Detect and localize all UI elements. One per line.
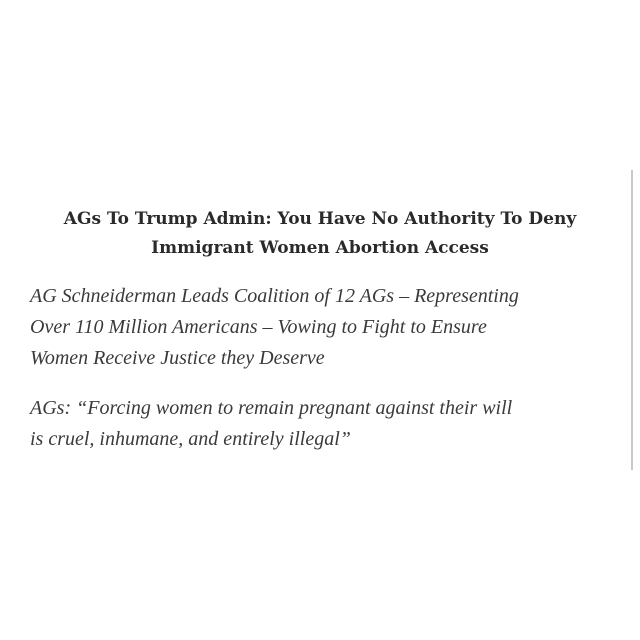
headline-line-1: AGs To Trump Admin: You Have No Authority To Deny (63, 209, 577, 229)
subheading-coalition-line-1: AG Schneiderman Leads Coalition of 12 AGs – Representing (30, 285, 519, 307)
right-edge-rule (631, 170, 633, 470)
headline-line-2: Immigrant Women Abortion Access (151, 238, 489, 258)
subheading-quote-line-1: AGs: “Forcing women to remain pregnant against their will (30, 397, 513, 419)
subheading-quote (30, 393, 600, 455)
subheading-coalition-line-3: Women Receive Justice they Deserve (30, 347, 325, 369)
subheading-quote-line-2: is cruel, inhumane, and entirely illegal” (30, 428, 351, 450)
subheading-coalition-line-2: Over 110 Million Americans – Vowing to Fight to Ensure (30, 316, 487, 338)
subheading-coalition (30, 281, 600, 374)
headline (20, 205, 620, 263)
